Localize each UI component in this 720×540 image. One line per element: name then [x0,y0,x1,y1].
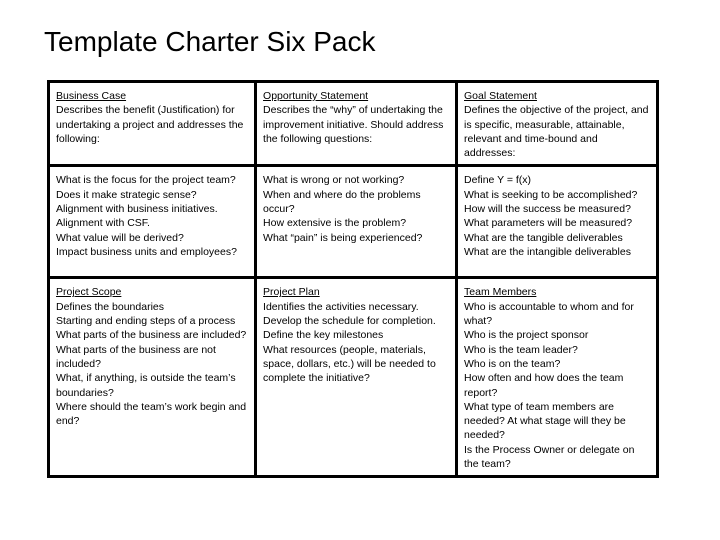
charter-table-body [49,82,658,477]
cell-heading: Team Members [464,286,537,299]
cell-heading: Opportunity Statement [263,90,369,102]
opportunity-statement-cell [256,82,457,166]
cell-line: What is the focus for the project team? [56,174,236,187]
cell-line: Alignment with CSF. [56,217,150,230]
cell-line: Starting and ending steps of a process [56,315,236,328]
table-row [49,166,658,278]
cell-line: How extensive is the problem? [263,217,407,230]
cell-heading: Project Plan [263,286,320,299]
page-title: Template Charter Six Pack [44,26,376,57]
cell-line: Defines the boundaries [56,300,164,313]
cell-line: What is wrong or not working? [263,174,405,187]
goal-statement-cell [457,82,658,166]
business-case-questions-cell [49,166,256,278]
cell-line: What parts of the business are included? [56,329,247,342]
cell-line: What type of team members are needed? At what stage will they be needed? [464,400,626,442]
table-row [49,278,658,477]
cell-heading: Project Scope [56,286,122,299]
cell-line: Develop the schedule for completion. [263,315,436,328]
cell-heading: Goal Statement [464,90,537,102]
cell-line: Define Y = f(x) [464,174,532,187]
cell-line: Where should the team’s work begin and end? [56,400,247,428]
cell-line: Does it make strategic sense? [56,188,197,201]
cell-heading: Business Case [56,90,127,102]
charter-table [47,80,659,478]
project-plan-cell [256,278,457,477]
team-members-cell [457,278,658,477]
cell-line: What parts of the business are not included? [56,343,216,370]
cell-line: Is the Process Owner or delegate on the team? [464,443,635,471]
cell-line: Defines the objective of the project, and is specific, measurable, attainable, relevant and time-bound and addresses: [464,104,649,160]
cell-line: Impact business units and employees? [56,245,237,258]
cell-line: What “pain” is being experienced? [263,231,423,244]
cell-line: What are the tangible deliverables [464,231,623,244]
cell-line: What resources (people, materials, space, dollars, etc.) will be needed to complete the initiative? [263,343,436,385]
cell-line: What, if anything, is outside the team’s boundaries? [56,372,236,399]
cell-line: When and where do the problems occur? [263,188,421,216]
cell-line: How often and how does the team report? [464,372,624,399]
cell-line: How will the success be measured? [464,203,631,216]
cell-line: What are the intangible deliverables [464,245,631,258]
cell-line: Describes the “why” of undertaking the improvement initiative. Should address the following questions: [263,104,444,145]
project-scope-cell [49,278,256,477]
cell-line: Define the key milestones [263,329,384,342]
cell-line: What is seeking to be accomplished? [464,188,638,201]
cell-line: Alignment with business initiatives. [56,203,218,216]
cell-line: Who is the project sponsor [464,329,589,342]
table-row [49,82,658,166]
cell-line: What value will be derived? [56,231,184,244]
business-case-cell [49,82,256,166]
cell-line: Who is the team leader? [464,343,578,356]
goal-questions-cell [457,166,658,278]
cell-line: Who is on the team? [464,357,561,370]
cell-line: Identifies the activities necessary. [263,300,419,313]
opportunity-questions-cell [256,166,457,278]
cell-line: What parameters will be measured? [464,217,633,230]
cell-line: Who is accountable to whom and for what? [464,300,634,328]
cell-line: Describes the benefit (Justification) for undertaking a project and addresses the following: [56,104,244,145]
